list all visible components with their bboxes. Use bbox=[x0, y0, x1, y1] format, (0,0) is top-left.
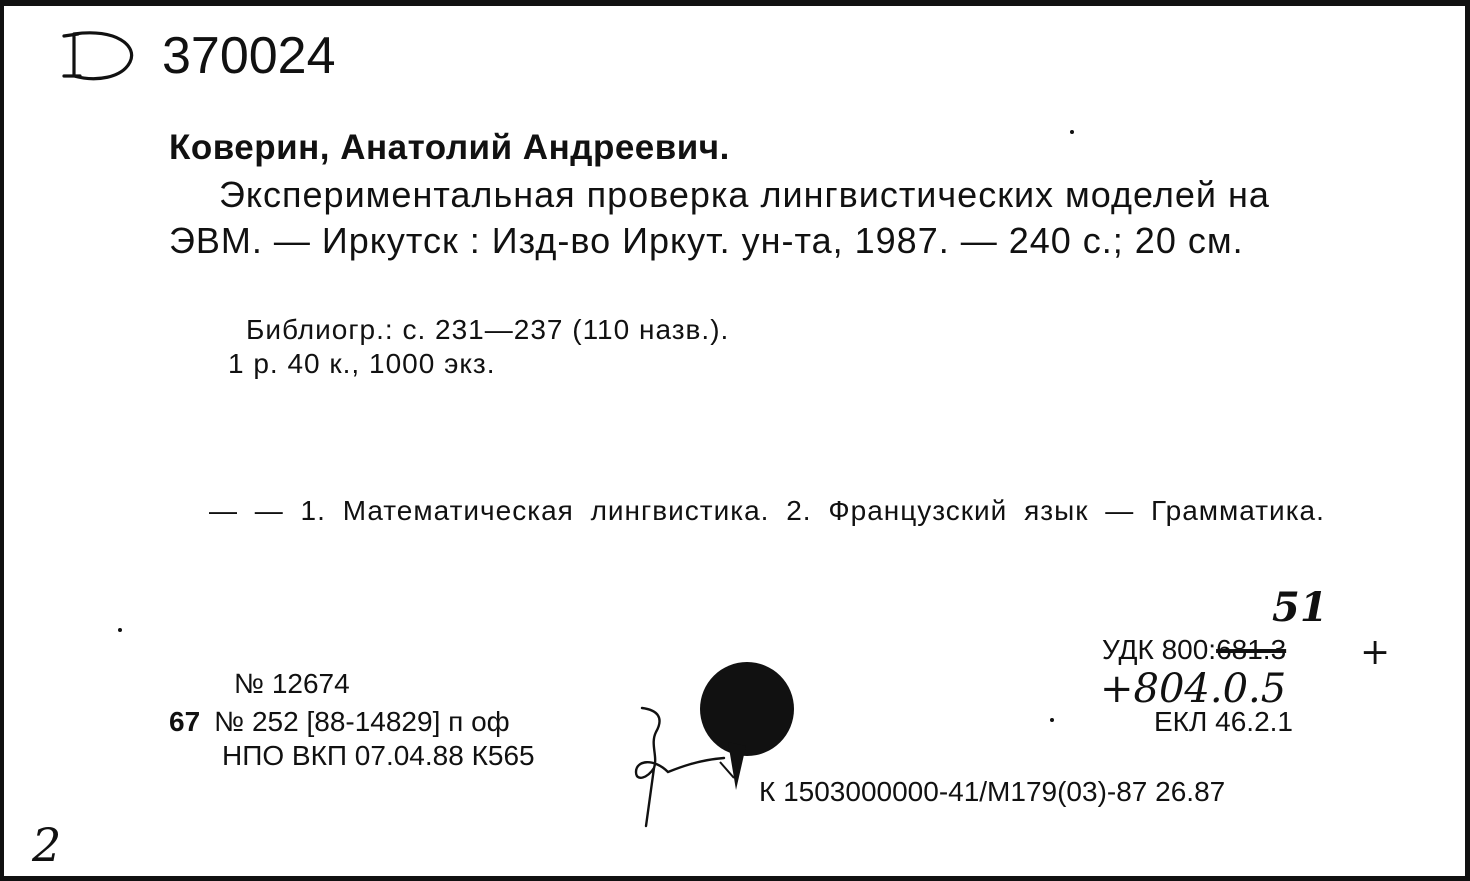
corner-letter-mark bbox=[56, 28, 141, 84]
order-line-num: 67 bbox=[169, 706, 201, 737]
subject-headings bbox=[169, 491, 1339, 531]
bibliography-note: Библиогр.: с. 231—237 (110 назв.). bbox=[246, 314, 730, 345]
registration-number: № 12674 bbox=[234, 668, 350, 699]
price-copies: 1 р. 40 к., 1000 экз. bbox=[228, 348, 496, 379]
speck-dot bbox=[118, 628, 122, 632]
handwritten-squiggle bbox=[624, 702, 764, 832]
description-text: Экспериментальная проверка лингвистических моделей на ЭВМ. — Иркутск : Изд-во Иркут. ун-та, 1987. — 240 с.; 20 см. bbox=[169, 174, 1270, 261]
udk-struck-code: 681.3 bbox=[1216, 634, 1287, 665]
title-description bbox=[169, 172, 1339, 264]
classification-code: К 1503000000-41/М179(03)-87 26.87 bbox=[759, 776, 1226, 807]
ekl-code: ЕКЛ 46.2.1 bbox=[1154, 706, 1293, 737]
handwritten-2: 2 bbox=[32, 818, 62, 872]
handwritten-51: 51 bbox=[1272, 584, 1328, 631]
printer-line: НПО ВКП 07.04.88 К565 bbox=[222, 740, 535, 771]
speck-dot bbox=[1050, 718, 1054, 722]
author-heading: Коверин, Анатолий Андреевич. bbox=[169, 128, 730, 167]
subjects-text: — — 1. Математическая лингвистика. 2. Французский язык — Грамматика. bbox=[209, 495, 1325, 526]
speck-dot bbox=[1070, 130, 1074, 134]
order-line bbox=[169, 706, 510, 738]
handwritten-plus: + bbox=[1360, 632, 1391, 673]
card-number: 370024 bbox=[162, 27, 336, 85]
order-line-rest: № 252 [88-14829] п оф bbox=[214, 706, 510, 737]
udk-prefix: УДК 800: bbox=[1102, 634, 1217, 665]
handwritten-804: +804.0.5 bbox=[1100, 666, 1287, 712]
udk-line bbox=[1102, 634, 1286, 666]
